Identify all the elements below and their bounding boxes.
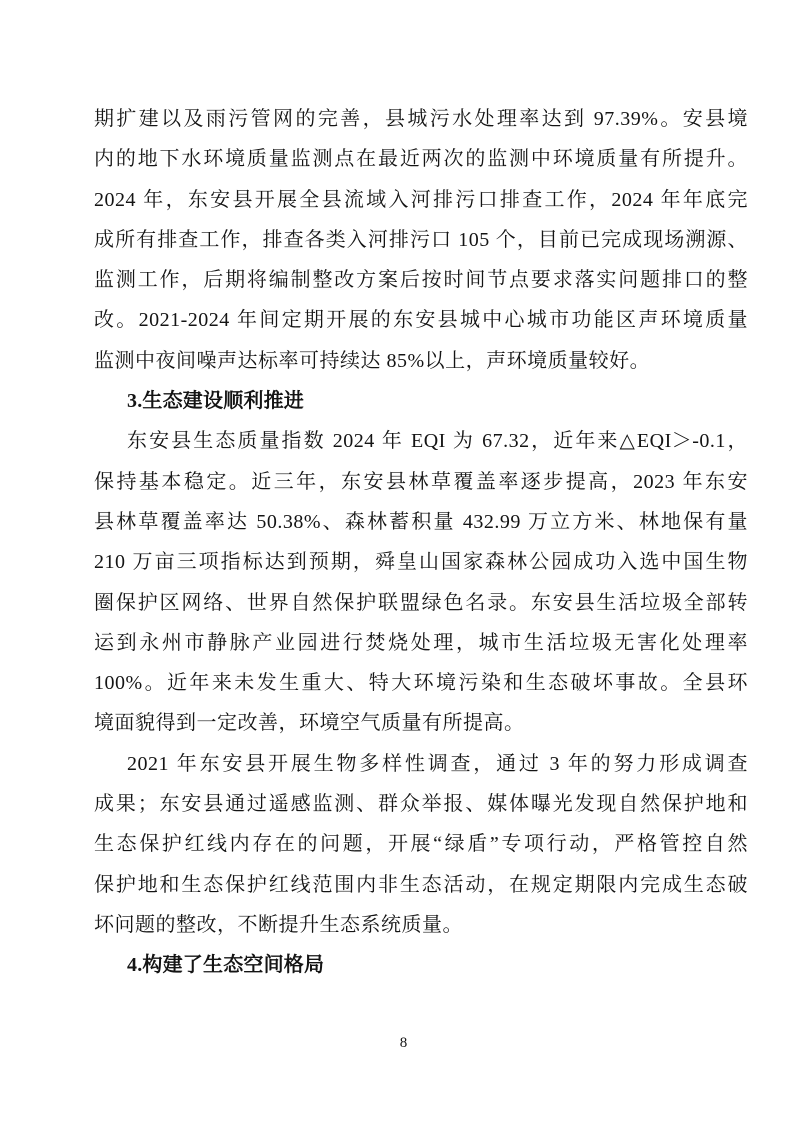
text-line: 2021 年东安县开展生物多样性调查，通过 3 年的努力形成调查 [127, 752, 748, 775]
text-line: 成果；东安县通过遥感监测、群众举报、媒体曝光发现自然保护地和 [94, 793, 748, 816]
page-footer [0, 1028, 793, 1058]
text-line: 改。2021-2024 年间定期开展的东安县城中心城市功能区声环境质量 [94, 309, 748, 332]
text-line: 东安县生态质量指数 2024 年 EQI 为 67.32，近年来△EQI＞-0.1， [127, 430, 748, 453]
text-line: 境面貌得到一定改善，环境空气质量有所提高。 [94, 712, 525, 735]
text-line: 监测工作，后期将编制整改方案后按时间节点要求落实问题排口的整 [94, 269, 748, 292]
page-body [94, 99, 748, 986]
text-line: 成所有排查工作，排查各类入河排污口 105 个，目前已完成现场溯源、 [94, 228, 748, 251]
text-line: 内的地下水环境质量监测点在最近两次的监测中环境质量有所提升。 [94, 148, 748, 171]
text-line: 坏问题的整改，不断提升生态系统质量。 [94, 913, 463, 936]
page-number: 8 [399, 1035, 408, 1051]
text-line: 监测中夜间噪声达标率可持续达 85%以上，声环境质量较好。 [94, 349, 651, 372]
text-line: 圈保护区网络、世界自然保护联盟绿色名录。东安县生活垃圾全部转 [94, 591, 748, 614]
text-line: 县林草覆盖率达 50.38%、森林蓄积量 432.99 万立方米、林地保有量 [94, 510, 748, 533]
text-line: 保持基本稳定。近三年，东安县林草覆盖率逐步提高，2023 年东安 [94, 470, 748, 493]
text-line: 2024 年，东安县开展全县流域入河排污口排查工作，2024 年年底完 [94, 188, 748, 211]
text-line: 运到永州市静脉产业园进行焚烧处理，城市生活垃圾无害化处理率 [94, 631, 748, 654]
text-line: 100%。近年来未发生重大、特大环境污染和生态破坏事故。全县环 [94, 672, 748, 695]
text-line: 期扩建以及雨污管网的完善，县城污水处理率达到 97.39%。安县境 [94, 108, 748, 130]
text-line: 保护地和生态保护红线范围内非生态活动，在规定期限内完成生态破 [94, 873, 748, 896]
section-heading-3: 3.生态建设顺利推进 [127, 390, 304, 413]
text-line: 210 万亩三项指标达到预期，舜皇山国家森林公园成功入选中国生物 [94, 551, 748, 574]
text-line: 生态保护红线内存在的问题，开展“绿盾”专项行动，严格管控自然 [94, 833, 748, 856]
section-heading-4: 4.构建了生态空间格局 [127, 954, 325, 977]
